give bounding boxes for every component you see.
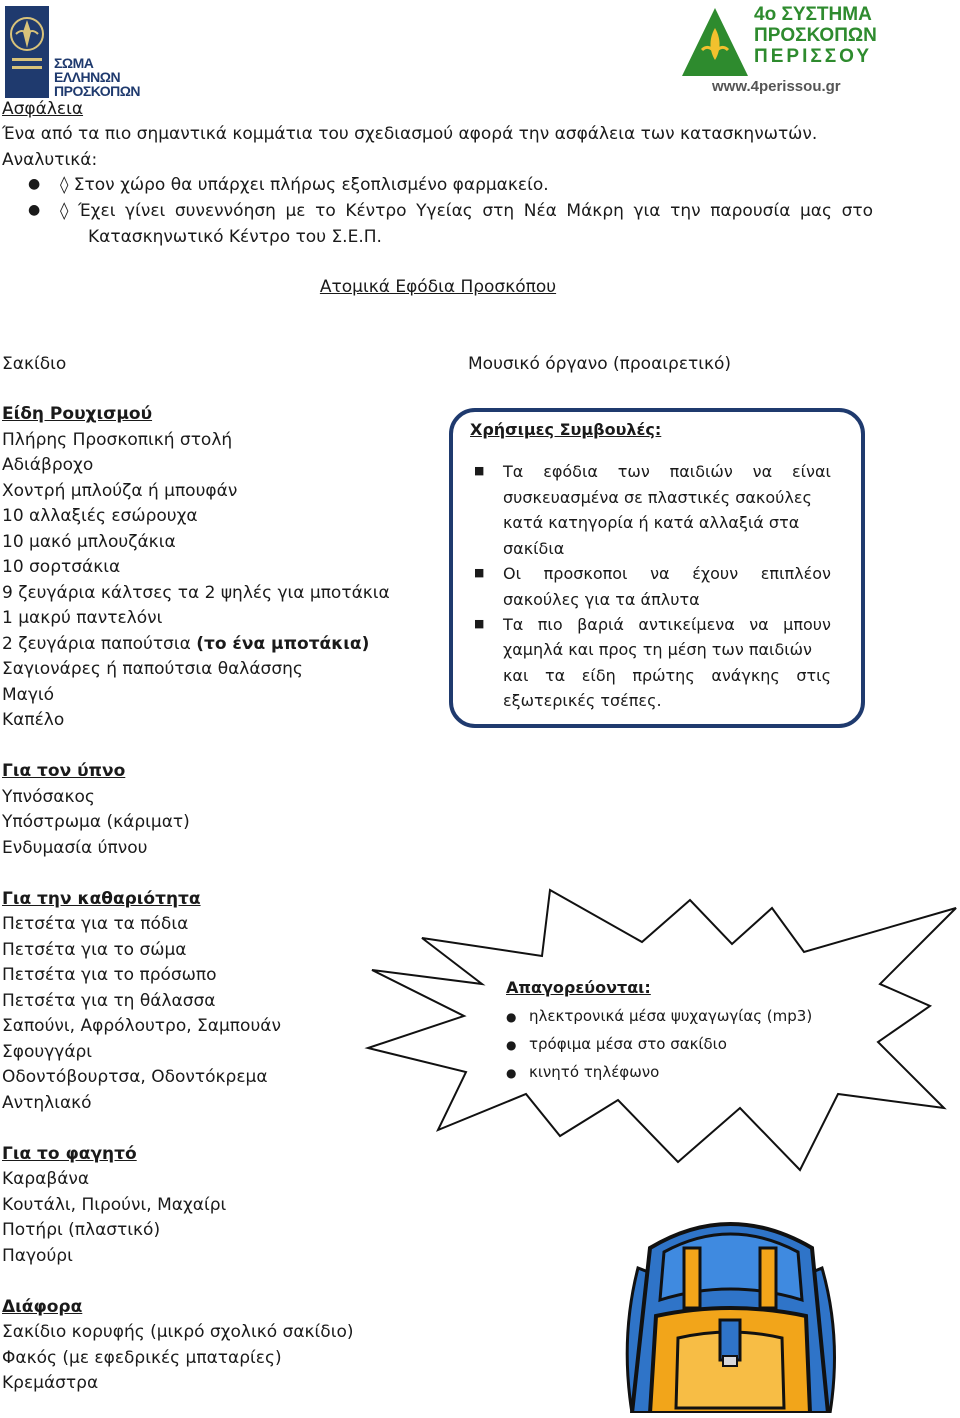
list-item: Παγούρι [2,1246,73,1266]
bullet-dot: ● [28,202,41,218]
list-item: Σαγιονάρες ή παπούτσια θαλάσσης [2,659,303,679]
list-item: Φακός (με εφεδρικές μπαταρίες) [2,1348,282,1368]
misc-heading: Διάφορα [2,1297,83,1317]
list-item: 9 ζευγάρια κάλτσες τα 2 ψηλές για μποτάκια [2,583,390,603]
safety-detail-label: Αναλυτικά: [2,150,98,170]
shoes-text: 2 ζευγάρια παπούτσια [2,634,197,654]
forbidden-heading: Απαγορεύονται: [506,978,651,997]
forbidden-starburst [360,880,960,1180]
list-item: Πετσέτα για τη θάλασσα [2,991,216,1011]
tip-line: εξωτερικές τσέπες. [503,691,662,710]
list-item: Πετσέτα για τα πόδια [2,914,189,934]
tip-word: είναι [791,462,831,481]
tip-word: να [752,462,773,481]
list-item: Οδοντόβουρτσα, Οδοντόκρεμα [2,1067,268,1087]
tip-line [503,615,831,634]
tip-word: των [617,462,650,481]
list-item: Αδιάβροχο [2,455,94,475]
safety-bullet-1: ◊ Στον χώρο θα υπάρχει πλήρως εξοπλισμένο φαρμακείο. [60,175,549,195]
tip-word: βαριά [577,615,624,634]
tip-line [503,564,831,583]
tip-line [503,666,831,685]
list-item: Αντηλιακό [2,1093,92,1113]
logo-right-url: www.4perissou.gr [712,78,841,95]
tip-word: στις [796,666,831,685]
tip-line: συσκευασμένα σε πλαστικές σακούλες [503,488,812,507]
square-bullet-icon: ■ [474,617,485,630]
hygiene-heading: Για την καθαριότητα [2,889,201,909]
list-item: Ενδυμασία ύπνου [2,838,148,858]
logo-right-line2: ΠΡΟΣΚΟΠΩΝ [754,25,877,46]
sleep-heading: Για τον ύπνο [2,761,126,781]
list-item: Καπέλο [2,710,65,730]
list-item: Πλήρης Προσκοπική στολή [2,430,233,450]
tip-word: να [650,564,670,583]
safety-intro: Ένα από τα πιο σημαντικά κομμάτια του σχεδιασμού αφορά την ασφάλεια των κατασκηνωτών. [2,124,818,144]
list-item: 1 μακρύ παντελόνι [2,608,163,628]
safety-bullet-2-cont: Κατασκηνωτικό Κέντρο του Σ.Ε.Π. [88,227,382,247]
logo-right-line3: ΠΕΡΙΣΣΟΥ [754,46,873,67]
forbidden-item: τρόφιμα μέσα στο σακίδιο [529,1035,727,1053]
logo-left-line1: ΣΩΜΑ [54,55,94,71]
tip-line: χαμηλά και προς τη μέση των παιδιών [503,640,812,659]
logo-left-line3: ΠΡΟΣΚΟΠΩΝ [54,83,141,99]
tip-word: επιπλέον [760,564,831,583]
forbidden-item: ηλεκτρονικά μέσα ψυχαγωγίας (mp3) [529,1007,813,1025]
tip-word: προσκοποι [543,564,628,583]
tip-word: Τα [503,615,524,634]
bullet-dot: ● [506,1038,517,1052]
list-item: Καραβάνα [2,1169,90,1189]
page-title: Ατομικά Εφόδια Προσκόπου [319,277,557,297]
list-item: 10 σορτσάκια [2,557,121,577]
tip-word: ανάγκης [711,666,780,685]
tip-word: Τα [503,462,524,481]
list-item: Υπόστρωμα (κάριματ) [2,812,190,832]
list-item: 10 μακό μπλουζάκια [2,532,176,552]
logo-right-line1: 4ο ΣΥΣΤΗΜΑ [754,4,872,25]
list-item-shoes [2,634,369,654]
clothing-heading: Είδη Ρουχισμού [2,404,153,424]
tip-word: πρώτης [632,666,695,685]
list-item: Μαγιό [2,685,55,705]
list-item: Σφουγγάρι [2,1042,93,1062]
list-item: Πετσέτα για το πρόσωπο [2,965,217,985]
tip-word: είδη [581,666,616,685]
logo-left-line2: ΕΛΛΗΝΩΝ [54,69,121,85]
tip-word: μπουν [783,615,831,634]
tip-line: σακούλες για τα άπλυτα [503,590,700,609]
bullet-dot: ● [506,1066,517,1080]
tip-line: σακίδια [503,539,565,558]
list-item: Υπνόσακος [2,787,95,807]
safety-heading: Ασφάλεια [2,99,84,119]
list-item: Χοντρή μπλούζα ή μπουφάν [2,481,238,501]
tip-word: να [749,615,769,634]
tip-line [503,462,831,481]
tip-word: εφόδια [543,462,598,481]
list-item: Σακίδιο κορυφής (μικρό σχολικό σακίδιο) [2,1322,354,1342]
safety-bullet-2: ◊ Έχει γίνει συνεννόηση με το Κέντρο Υγείας στη Νέα Μάκρη για την παρουσία μας στο [60,201,873,221]
perissou-scouts-logo [680,2,950,100]
list-item: Πετσέτα για το σώμα [2,940,187,960]
list-item: Ποτήρι (πλαστικό) [2,1220,161,1240]
tip-word: τα [544,666,566,685]
tip-word: και [503,666,529,685]
tip-word: παιδιών [669,462,733,481]
shoes-bold-note: (το ένα μποτάκια) [196,634,370,654]
forbidden-item: κινητό τηλέφωνο [529,1063,660,1081]
tip-word: πιο [537,615,563,634]
bullet-dot: ● [28,176,41,192]
tip-word: Οι [503,564,522,583]
music-instrument-label: Μουσικό όργανο (προαιρετικό) [468,354,732,374]
square-bullet-icon: ■ [474,566,485,579]
backpack-label: Σακίδιο [2,354,67,374]
food-heading: Για το φαγητό [2,1144,137,1164]
tips-heading: Χρήσιμες Συμβουλές: [470,420,662,439]
list-item: Σαπούνι, Αφρόλουτρο, Σαμπουάν [2,1016,281,1036]
list-item: 10 αλλαξιές εσώρουχα [2,506,198,526]
list-item: Κουτάλι, Πιρούνι, Μαχαίρι [2,1195,227,1215]
scouts-of-greece-logo [2,4,141,99]
bullet-dot: ● [506,1010,517,1024]
tip-line: κατά κατηγορία ή κατά αλλαξιά στα [503,513,800,532]
tip-word: έχουν [692,564,739,583]
tip-word: αντικείμενα [638,615,735,634]
list-item: Κρεμάστρα [2,1373,99,1393]
square-bullet-icon: ■ [474,464,485,477]
backpack-illustration [580,1208,880,1413]
